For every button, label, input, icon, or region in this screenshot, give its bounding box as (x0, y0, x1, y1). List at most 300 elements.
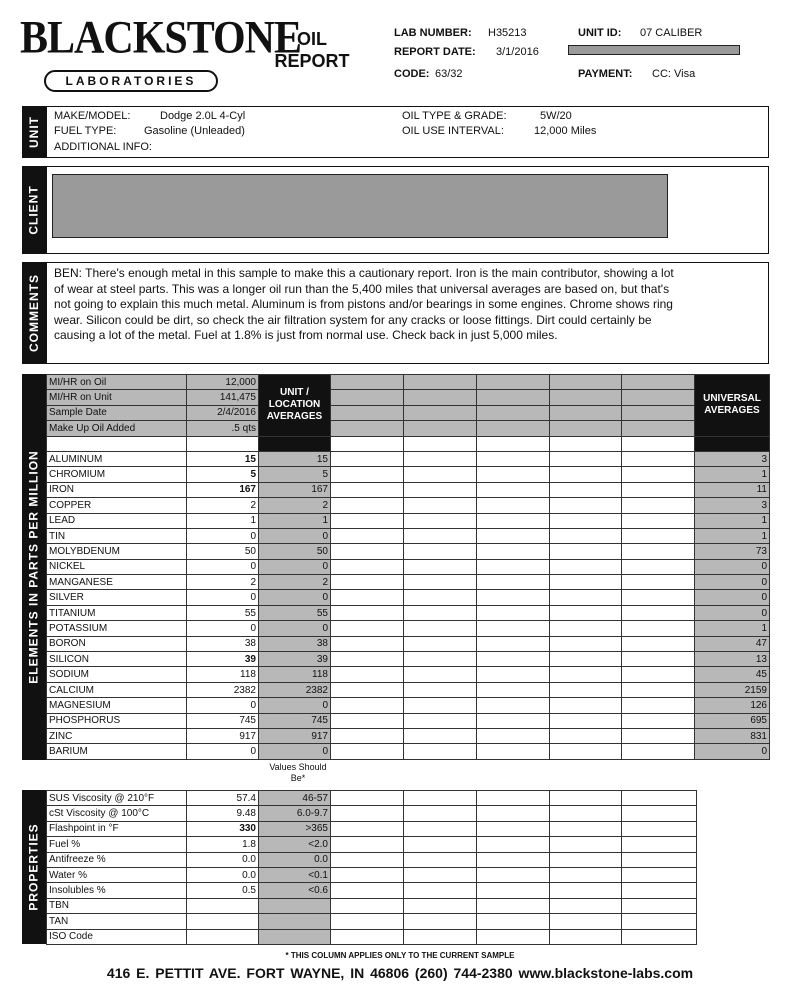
empty-cell (404, 513, 477, 528)
empty-cell (404, 575, 477, 590)
element-unit-avg: 55 (259, 605, 331, 620)
empty-cell (477, 575, 550, 590)
comments-side-label: COMMENTS (22, 262, 46, 364)
element-value: 15 (187, 451, 259, 466)
empty-cell (477, 451, 550, 466)
empty-cell (477, 559, 550, 574)
property-name: Antifreeze % (47, 852, 187, 867)
element-unit-avg: 50 (259, 544, 331, 559)
empty-cell (477, 436, 550, 451)
property-should-be (259, 929, 331, 944)
payment-label: PAYMENT: (578, 68, 633, 80)
element-row (47, 559, 770, 574)
empty-cell (550, 652, 622, 667)
empty-cell (404, 436, 477, 451)
empty-cell (477, 867, 550, 882)
element-name: MAGNESIUM (47, 698, 187, 713)
empty-cell (331, 682, 404, 697)
empty-cell (477, 837, 550, 852)
empty-cell (622, 405, 695, 420)
empty-cell (622, 436, 695, 451)
property-row (47, 883, 697, 898)
empty-cell (331, 821, 404, 836)
empty-cell (622, 513, 695, 528)
element-universal-avg: 1 (695, 513, 770, 528)
empty-cell (331, 605, 404, 620)
element-row (47, 513, 770, 528)
empty-cell (404, 698, 477, 713)
property-name: Insolubles % (47, 883, 187, 898)
empty-cell (477, 390, 550, 405)
property-name: TBN (47, 898, 187, 913)
element-name: IRON (47, 482, 187, 497)
property-row (47, 837, 697, 852)
empty-cell (404, 744, 477, 759)
empty-cell (550, 528, 622, 543)
empty-cell (331, 806, 404, 821)
footnote: * THIS COLUMN APPLIES ONLY TO THE CURRENT SAMPLE (285, 951, 515, 960)
empty-cell (331, 698, 404, 713)
element-name: MANGANESE (47, 575, 187, 590)
empty-cell (622, 590, 695, 605)
element-unit-avg: 745 (259, 713, 331, 728)
element-universal-avg: 13 (695, 652, 770, 667)
element-universal-avg: 2159 (695, 682, 770, 697)
empty-cell (477, 898, 550, 913)
element-row (47, 652, 770, 667)
element-universal-avg: 0 (695, 590, 770, 605)
logo-subtitle: LABORATORIES (44, 70, 218, 92)
element-unit-avg: 118 (259, 667, 331, 682)
element-name: POTASSIUM (47, 621, 187, 636)
payment-value: CC: Visa (652, 68, 696, 80)
empty-cell (477, 744, 550, 759)
element-value: 55 (187, 605, 259, 620)
report-title (262, 28, 362, 72)
empty-cell (331, 467, 404, 482)
property-should-be (259, 898, 331, 913)
empty-cell (550, 559, 622, 574)
redacted-bar (568, 45, 740, 55)
empty-cell (550, 621, 622, 636)
property-name: Water % (47, 867, 187, 882)
empty-cell (622, 421, 695, 436)
sample-info-label: Sample Date (47, 405, 187, 420)
element-universal-avg: 1 (695, 467, 770, 482)
sample-info-value: 141,475 (187, 390, 259, 405)
element-value: 50 (187, 544, 259, 559)
empty-cell (404, 544, 477, 559)
element-unit-avg: 5 (259, 467, 331, 482)
element-row (47, 544, 770, 559)
sample-info-value: 2/4/2016 (187, 405, 259, 420)
empty-cell (550, 744, 622, 759)
empty-cell (550, 682, 622, 697)
empty-cell (622, 390, 695, 405)
empty-cell (550, 390, 622, 405)
empty-cell (550, 837, 622, 852)
empty-cell (622, 482, 695, 497)
properties-table (46, 790, 697, 945)
empty-cell (622, 791, 697, 806)
report-date-label: REPORT DATE: (394, 46, 476, 58)
element-unit-avg: 0 (259, 559, 331, 574)
empty-cell (331, 728, 404, 743)
element-universal-avg: 0 (695, 605, 770, 620)
element-universal-avg: 126 (695, 698, 770, 713)
element-name: CHROMIUM (47, 467, 187, 482)
universal-avg-header: UNIVERSAL AVERAGES (695, 375, 770, 437)
empty-cell (477, 713, 550, 728)
empty-cell (331, 544, 404, 559)
element-name: CALCIUM (47, 682, 187, 697)
empty-cell (622, 467, 695, 482)
empty-cell (404, 590, 477, 605)
empty-cell (331, 837, 404, 852)
element-name: ALUMINUM (47, 451, 187, 466)
title-line-report: REPORT (274, 51, 350, 71)
element-name: LEAD (47, 513, 187, 528)
empty-cell (404, 867, 477, 882)
empty-cell (477, 821, 550, 836)
empty-cell (622, 852, 697, 867)
empty-cell (477, 791, 550, 806)
empty-cell (550, 605, 622, 620)
property-value: 9.48 (187, 806, 259, 821)
empty-cell (550, 883, 622, 898)
property-row (47, 867, 697, 882)
empty-cell (404, 528, 477, 543)
empty-cell (477, 728, 550, 743)
element-unit-avg: 167 (259, 482, 331, 497)
empty-cell (404, 821, 477, 836)
element-unit-avg: 0 (259, 744, 331, 759)
empty-cell (404, 667, 477, 682)
element-row (47, 575, 770, 590)
empty-cell (550, 590, 622, 605)
empty-cell (550, 914, 622, 929)
report-date-value: 3/1/2016 (496, 46, 539, 58)
empty-cell (477, 636, 550, 651)
empty-cell (550, 728, 622, 743)
empty-cell (477, 544, 550, 559)
element-unit-avg: 0 (259, 528, 331, 543)
empty-cell (47, 436, 187, 451)
empty-cell (404, 605, 477, 620)
empty-cell (550, 421, 622, 436)
lab-number-value: H35213 (488, 27, 527, 39)
sample-info-value: 12,000 (187, 375, 259, 390)
empty-cell (477, 806, 550, 821)
empty-cell (404, 498, 477, 513)
empty-cell (550, 667, 622, 682)
element-universal-avg: 831 (695, 728, 770, 743)
unit-id-value: 07 CALIBER (640, 27, 703, 39)
fuel-type-label: FUEL TYPE: (54, 125, 117, 137)
empty-cell (404, 375, 477, 390)
property-value: 57.4 (187, 791, 259, 806)
properties-side-label: PROPERTIES (22, 790, 46, 944)
empty-cell (622, 451, 695, 466)
property-name: TAN (47, 914, 187, 929)
property-row (47, 806, 697, 821)
property-name: SUS Viscosity @ 210°F (47, 791, 187, 806)
sample-info-row (47, 421, 770, 436)
empty-cell (622, 621, 695, 636)
element-unit-avg: 2382 (259, 682, 331, 697)
element-row (47, 605, 770, 620)
empty-cell (404, 482, 477, 497)
property-row (47, 821, 697, 836)
sample-info-label: MI/HR on Oil (47, 375, 187, 390)
element-row (47, 451, 770, 466)
empty-cell (550, 852, 622, 867)
fuel-type-value: Gasoline (Unleaded) (144, 125, 245, 137)
empty-cell (550, 867, 622, 882)
elements-side-label: ELEMENTS IN PARTS PER MILLION (22, 374, 46, 760)
empty-cell (477, 682, 550, 697)
empty-cell (622, 575, 695, 590)
element-unit-avg: 917 (259, 728, 331, 743)
element-row (47, 621, 770, 636)
element-unit-avg: 15 (259, 451, 331, 466)
empty-cell (331, 559, 404, 574)
element-name: BARIUM (47, 744, 187, 759)
element-universal-avg: 47 (695, 636, 770, 651)
element-universal-avg: 1 (695, 621, 770, 636)
property-value (187, 929, 259, 944)
empty-cell (404, 467, 477, 482)
empty-cell (477, 667, 550, 682)
unit-avg-header: UNIT / LOCATION AVERAGES (259, 375, 331, 437)
empty-cell (331, 713, 404, 728)
empty-cell (331, 405, 404, 420)
empty-cell (622, 375, 695, 390)
element-value: 2382 (187, 682, 259, 697)
unit-id-label: UNIT ID: (578, 27, 622, 39)
property-name: Flashpoint in °F (47, 821, 187, 836)
empty-cell (404, 652, 477, 667)
property-should-be: <0.1 (259, 867, 331, 882)
empty-cell (404, 837, 477, 852)
unit-side-label: UNIT (22, 106, 46, 158)
empty-cell (622, 498, 695, 513)
empty-cell (404, 390, 477, 405)
sample-info-row (47, 375, 770, 390)
empty-cell (404, 451, 477, 466)
property-value: 0.0 (187, 852, 259, 867)
element-value: 0 (187, 621, 259, 636)
empty-cell (550, 451, 622, 466)
empty-cell (331, 590, 404, 605)
empty-cell (404, 728, 477, 743)
empty-cell (477, 914, 550, 929)
property-should-be: 46-57 (259, 791, 331, 806)
client-side-label: CLIENT (22, 166, 46, 254)
empty-cell (622, 728, 695, 743)
element-value: 2 (187, 498, 259, 513)
redacted-client-info (52, 174, 668, 238)
empty-cell (331, 898, 404, 913)
element-unit-avg: 2 (259, 575, 331, 590)
element-unit-avg: 1 (259, 513, 331, 528)
oil-use-label: OIL USE INTERVAL: (402, 125, 504, 137)
empty-cell (550, 898, 622, 913)
element-value: 0 (187, 698, 259, 713)
empty-cell (404, 636, 477, 651)
property-should-be: 6.0-9.7 (259, 806, 331, 821)
empty-cell (550, 482, 622, 497)
element-universal-avg: 0 (695, 744, 770, 759)
element-name: TIN (47, 528, 187, 543)
empty-cell (622, 867, 697, 882)
empty-cell (331, 929, 404, 944)
empty-cell (404, 405, 477, 420)
code-value: 63/32 (435, 68, 463, 80)
property-value: 0.5 (187, 883, 259, 898)
empty-cell (550, 544, 622, 559)
empty-cell (404, 914, 477, 929)
property-row (47, 929, 697, 944)
empty-cell (550, 636, 622, 651)
empty-cell (404, 682, 477, 697)
element-value: 0 (187, 528, 259, 543)
element-universal-avg: 73 (695, 544, 770, 559)
empty-cell (622, 605, 695, 620)
property-value: 330 (187, 821, 259, 836)
empty-cell (550, 513, 622, 528)
element-name: ZINC (47, 728, 187, 743)
element-value: 917 (187, 728, 259, 743)
sample-info-value: .5 qts (187, 421, 259, 436)
element-name: BORON (47, 636, 187, 651)
empty-cell (477, 528, 550, 543)
empty-cell (550, 806, 622, 821)
empty-cell (404, 898, 477, 913)
empty-cell (331, 390, 404, 405)
property-name: Fuel % (47, 837, 187, 852)
empty-cell (331, 621, 404, 636)
empty-cell (477, 498, 550, 513)
empty-cell (622, 929, 697, 944)
sample-info-row (47, 390, 770, 405)
element-row (47, 590, 770, 605)
empty-cell (331, 451, 404, 466)
element-row (47, 482, 770, 497)
element-value: 39 (187, 652, 259, 667)
element-row (47, 498, 770, 513)
empty-cell (404, 421, 477, 436)
empty-cell (477, 929, 550, 944)
property-name: ISO Code (47, 929, 187, 944)
empty-cell (550, 467, 622, 482)
empty-cell (331, 867, 404, 882)
property-should-be: <2.0 (259, 837, 331, 852)
element-value: 5 (187, 467, 259, 482)
company-logo (20, 12, 301, 94)
empty-cell (622, 698, 695, 713)
title-line-oil: OIL (297, 29, 327, 49)
element-row (47, 744, 770, 759)
element-row (47, 698, 770, 713)
empty-cell (404, 713, 477, 728)
empty-cell (622, 528, 695, 543)
empty-cell (550, 713, 622, 728)
element-universal-avg: 0 (695, 575, 770, 590)
empty-cell (404, 559, 477, 574)
element-value: 1 (187, 513, 259, 528)
property-should-be (259, 914, 331, 929)
element-unit-avg: 39 (259, 652, 331, 667)
element-value: 745 (187, 713, 259, 728)
empty-cell (404, 929, 477, 944)
empty-cell (477, 883, 550, 898)
empty-cell (622, 713, 695, 728)
element-unit-avg: 2 (259, 498, 331, 513)
empty-cell (477, 405, 550, 420)
empty-cell (331, 652, 404, 667)
make-model-label: MAKE/MODEL: (54, 110, 131, 122)
oil-type-value: 5W/20 (540, 110, 572, 122)
element-universal-avg: 0 (695, 559, 770, 574)
empty-cell (622, 652, 695, 667)
empty-cell (331, 914, 404, 929)
element-row (47, 682, 770, 697)
element-universal-avg: 11 (695, 482, 770, 497)
element-unit-avg: 0 (259, 621, 331, 636)
empty-cell (622, 544, 695, 559)
empty-cell (622, 898, 697, 913)
property-should-be: >365 (259, 821, 331, 836)
element-value: 118 (187, 667, 259, 682)
empty-cell (477, 698, 550, 713)
property-value (187, 898, 259, 913)
element-value: 0 (187, 590, 259, 605)
footer-address: 416 E. PETTIT AVE. FORT WAYNE, IN 46806 (260) 744-2380 www.blackstone-labs.com (106, 965, 694, 981)
empty-cell (404, 621, 477, 636)
element-universal-avg: 45 (695, 667, 770, 682)
empty-cell (550, 405, 622, 420)
empty-cell (622, 914, 697, 929)
element-name: SILVER (47, 590, 187, 605)
element-name: PHOSPHORUS (47, 713, 187, 728)
empty-cell (477, 467, 550, 482)
empty-cell (477, 652, 550, 667)
empty-cell (622, 744, 695, 759)
empty-cell (550, 375, 622, 390)
empty-cell (477, 621, 550, 636)
element-row (47, 467, 770, 482)
empty-cell (622, 883, 697, 898)
property-row (47, 898, 697, 913)
empty-cell (331, 436, 404, 451)
empty-cell (404, 806, 477, 821)
sample-info-label: Make Up Oil Added (47, 421, 187, 436)
element-name: SILICON (47, 652, 187, 667)
lab-number-label: LAB NUMBER: (394, 27, 472, 39)
property-value: 1.8 (187, 837, 259, 852)
property-should-be: <0.6 (259, 883, 331, 898)
element-universal-avg: 1 (695, 528, 770, 543)
empty-cell (622, 837, 697, 852)
empty-cell (331, 421, 404, 436)
empty-cell (622, 682, 695, 697)
empty-cell (331, 744, 404, 759)
empty-cell (622, 636, 695, 651)
empty-cell (477, 852, 550, 867)
property-value: 0.0 (187, 867, 259, 882)
empty-cell (259, 436, 331, 451)
